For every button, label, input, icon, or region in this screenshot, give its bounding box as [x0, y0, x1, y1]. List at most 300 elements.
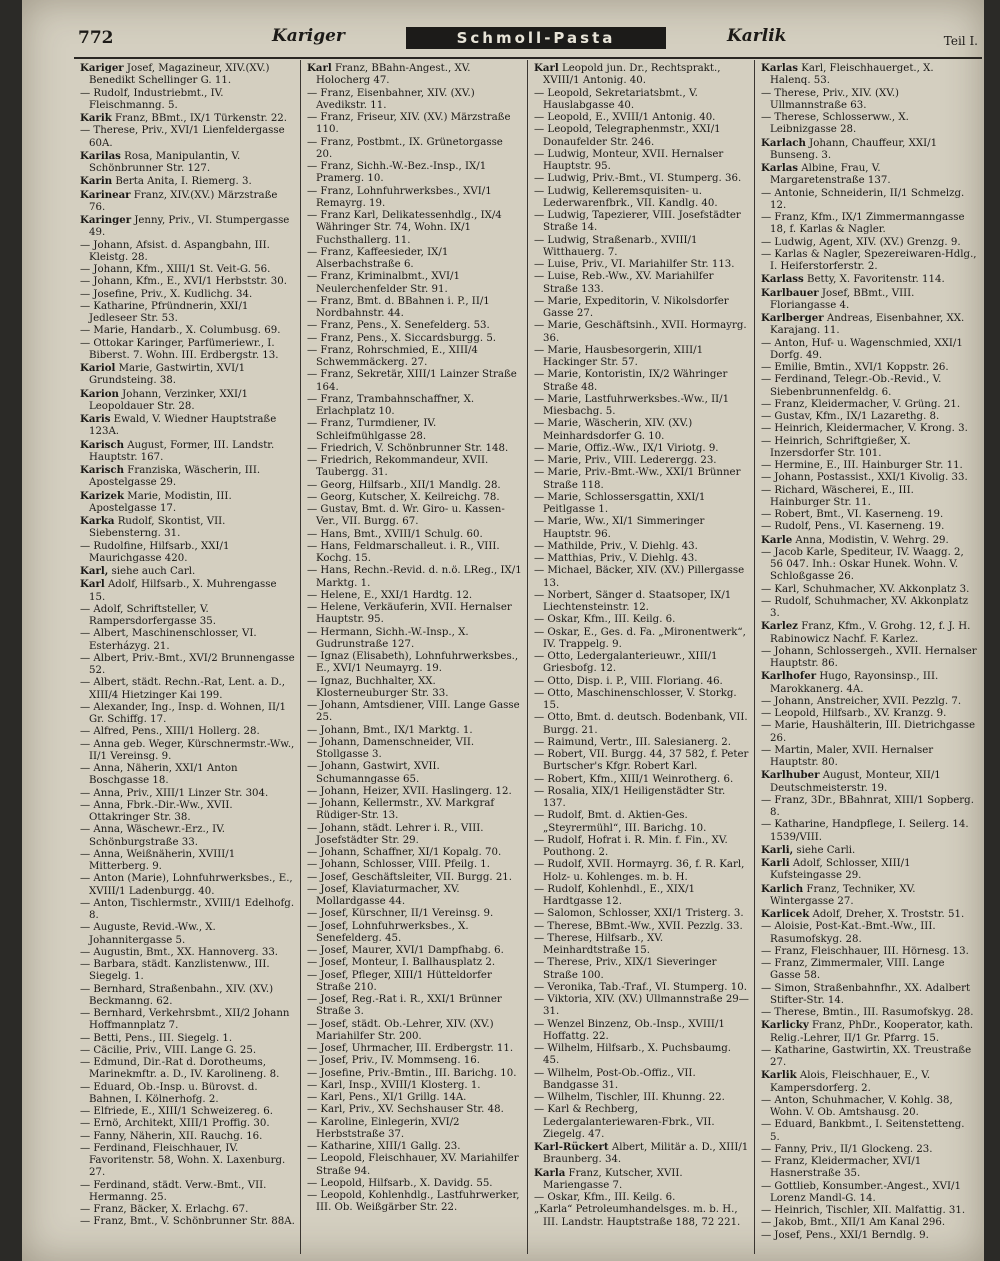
directory-entry	[80, 824, 295, 849]
entry-text: — Robert, VII. Burgg. 44, 37 582, f. Peter Burtscher's Kfgr. Robert Karl.	[534, 749, 749, 773]
entry-text: — Salomon, Schlosser, XXI/1 Tristerg. 3.	[534, 908, 744, 920]
directory-entry	[761, 1144, 977, 1156]
directory-entry	[534, 835, 749, 860]
directory-entry	[307, 565, 522, 590]
entry-text: Karl, Fleischhauerget., X. Halenq. 53.	[770, 63, 934, 87]
page-number: 772	[78, 28, 114, 48]
directory-entry	[307, 492, 522, 504]
directory-entry	[307, 62, 522, 88]
directory-entry	[307, 137, 522, 162]
entry-surname: Karlbauer	[761, 286, 819, 299]
directory-entry	[80, 677, 295, 702]
directory-entry	[80, 898, 295, 923]
entry-text: — Katharine, Gastwirtin, XX. Treustraße 27.	[761, 1044, 972, 1068]
entry-surname: Karisch	[80, 464, 125, 476]
entry-text: Alois, Fleischhauer, E., V. Kampersdorferg. 2.	[770, 1070, 931, 1094]
directory-entry	[80, 62, 295, 88]
directory-entry	[80, 112, 295, 125]
directory-entry	[534, 1019, 749, 1044]
directory-entry	[80, 1118, 295, 1130]
directory-entry	[80, 189, 295, 215]
entry-text: — Johann, Schlosser, VIII. Pfeilg. 1.	[307, 859, 491, 871]
entry-surname: Karilas	[80, 149, 121, 162]
entry-text: — Josef, Geschäftsleiter, VII. Burgg. 21.	[307, 871, 513, 883]
entry-text: Leopold jun. Dr., Rechtsprakt., XVIII/1 Antonig. 40.	[543, 63, 721, 87]
part-label: Teil I.	[943, 34, 978, 48]
entry-text: — Josef, Maurer, XVI/1 Dampfhabg. 6.	[307, 945, 504, 956]
entry-text: — Johann, Postassist., XXI/1 Kivolig. 33.	[761, 472, 968, 484]
directory-entry	[761, 472, 977, 484]
entry-text: Adolf, Hilfsarb., X. Muhrengasse 15.	[89, 579, 277, 603]
entry-text: — Luise, Priv., VI. Mariahilfer Str. 113.	[534, 259, 735, 270]
entry-surname: Karlicky	[761, 1019, 809, 1032]
directory-entry	[761, 423, 977, 435]
entry-text: — Franz, Rohrschmied, E., XIII/4 Schwemmäckerg. 27.	[307, 344, 478, 368]
directory-entry	[80, 947, 295, 959]
directory-entry	[307, 737, 522, 762]
directory-entry	[534, 908, 749, 920]
entry-text: — Mathilde, Priv., V. Diehlg. 43.	[534, 540, 698, 552]
directory-entry	[307, 786, 522, 798]
entry-surname: Karlez	[761, 620, 798, 633]
directory-entry	[307, 418, 522, 443]
directory-entry	[307, 1068, 522, 1080]
directory-entry	[761, 696, 977, 708]
directory-entry	[307, 725, 522, 737]
entry-text: — Katharine, Handpflege, I. Seilerg. 14. 1539/VIII.	[761, 819, 969, 843]
entry-text: Johann, Verzinker, XXI/1 Leopoldauer Str. 28.	[89, 388, 248, 412]
directory-entry	[307, 602, 522, 627]
entry-text: — Anton (Marie), Lohnfuhrwerksbes., E., XVIII/1 Ladenburgg. 40.	[80, 873, 293, 897]
entry-surname: Karinger	[80, 214, 132, 226]
directory-entry	[80, 565, 295, 578]
page-header	[22, 22, 984, 52]
directory-entry	[534, 1092, 749, 1104]
entry-text: — Hans, Feldmarschalleut. i. R., VIII. Kochg. 15.	[307, 540, 500, 564]
directory-entry	[534, 124, 749, 149]
directory-entry	[307, 455, 522, 480]
directory-entry	[761, 844, 977, 857]
directory-entry	[307, 651, 522, 676]
entry-text: — Therese, Priv., XIV. (XV.) Ullmannstraße 63.	[761, 87, 900, 111]
entry-text: — Karl, Priv., XV. Sechshauser Str. 48.	[307, 1104, 504, 1116]
entry-text: — Josef, städt. Ob.-Lehrer, XIV. (XV.) Mariahilfer Str. 200.	[307, 1018, 494, 1042]
directory-entry	[80, 515, 295, 541]
entry-text: — Therese, Priv., XVI/1 Lienfeldergasse 60A.	[80, 125, 285, 149]
entry-text: Albert, Militär a. D., XIII/1 Braunberg. 34.	[543, 1142, 749, 1166]
directory-entry	[307, 1178, 522, 1190]
entry-surname: Karl,	[80, 565, 109, 577]
directory-entry	[307, 247, 522, 272]
entry-text: — Fanny, Näherin, XII. Rauchg. 16.	[80, 1130, 263, 1142]
entry-text: — Franz, Kfm., IX/1 Zimmermanngasse 18, f. Karlas & Nagler.	[761, 212, 965, 236]
entry-text: — Hermann, Sichh.-W.-Insp., X. Gudrunstraße 127.	[307, 626, 469, 650]
entry-text: Rosa, Manipulantin, V. Schönbrunner Str. 127.	[89, 150, 241, 174]
directory-entry	[534, 1192, 749, 1204]
directory-entry	[307, 1104, 522, 1116]
entry-text: — Karl, Schuhmacher, XV. Akkonplatz 3.	[761, 583, 970, 595]
directory-entry	[307, 945, 522, 957]
entry-text: Franziska, Wäscherin, III. Apostelgasse 29.	[89, 465, 261, 489]
directory-entry	[534, 210, 749, 235]
directory-entry	[307, 1117, 522, 1142]
entry-surname: Karlhuber	[761, 769, 820, 782]
directory-entry	[307, 1092, 522, 1104]
directory-entry	[534, 553, 749, 565]
directory-entry	[80, 1057, 295, 1082]
left-running-head: Kariger	[272, 26, 345, 46]
entry-text: — Marie, Hausbesorgerin, XIII/1 Hackinger Str. 57.	[534, 344, 704, 368]
entry-text: Ewald, V. Wiedner Hauptstraße 123A.	[89, 414, 277, 438]
directory-entry	[534, 271, 749, 296]
directory-entry	[307, 88, 522, 113]
directory-entry	[534, 933, 749, 958]
entry-text: — Barbara, städt. Kanzlistenww., III. Siegelg. 1.	[80, 959, 270, 983]
directory-entry	[307, 186, 522, 211]
entry-text: — Johann, Schlossergeh., XVII. Hernalser Hauptstr. 86.	[761, 645, 977, 669]
entry-text: Franz, XIV.(XV.) Märzstraße 76.	[89, 189, 278, 213]
entry-text: — Simon, Straßenbahnfhr., XX. Adalbert Stifter-Str. 14.	[761, 982, 971, 1006]
directory-entry	[80, 1180, 295, 1205]
directory-entry	[761, 1230, 977, 1242]
directory-entry	[80, 653, 295, 678]
entry-text: Albine, Frau, V. Margaretenstraße 137.	[770, 163, 891, 187]
entry-text: — Ferdinand, städt. Verw.-Bmt., VII. Hermanng. 25.	[80, 1179, 267, 1203]
directory-entry	[534, 173, 749, 185]
directory-entry	[761, 720, 977, 745]
entry-text: — Marie, Wäscherin, XIV. (XV.) Meinhardsdorfer G. 10.	[534, 418, 693, 442]
directory-entry	[761, 584, 977, 596]
entry-text: — Josefine, Priv., X. Kudlichg. 34.	[80, 288, 253, 300]
directory-entry	[761, 1007, 977, 1019]
entry-text: — Franz, Eisenbahner, XIV. (XV.) Avedikstr. 11.	[307, 87, 475, 111]
directory-entry	[307, 1080, 522, 1092]
entry-text: „Karla“ Petroleumhandelsges. m. b. H., III. Landstr. Hauptstraße 188, 72 221.	[534, 1204, 741, 1228]
entry-text: — Wilhelm, Post-Ob.-Offiz., VII. Bandgasse 31.	[534, 1067, 696, 1091]
directory-entry	[307, 700, 522, 725]
entry-text: — Johann, Heizer, XVII. Haslingerg. 12.	[307, 785, 512, 797]
entry-surname: Karin	[80, 175, 113, 188]
entry-text: — Ludwig, Priv.-Bmt., VI. Stumperg. 36.	[534, 173, 742, 185]
directory-entry	[80, 464, 295, 490]
directory-entry	[761, 188, 977, 213]
entry-text: — Franz, Bmt., V. Schönbrunner Str. 88A.	[80, 1216, 295, 1228]
directory-entry	[534, 394, 749, 419]
entry-text: — Leopold, Fleischhauer, XV. Mariahilfer Straße 94.	[307, 1153, 519, 1177]
entry-text: Hugo, Rayonsinsp., III. Marokkanerg. 4A.	[770, 671, 939, 695]
entry-text: — Franz, 3Dr., BBahnrat, XIII/1 Sopberg. 8.	[761, 794, 974, 818]
directory-entry	[534, 590, 749, 615]
directory-entry	[80, 1216, 295, 1228]
directory-entry	[80, 150, 295, 176]
entry-text: — Rudolf, Bmt. d. Aktien-Ges. „Steyrermühl“, III. Barichg. 10.	[534, 810, 707, 834]
directory-entry	[761, 708, 977, 720]
entry-text: — Josef, Klaviaturmacher, XV. Mollardgasse 44.	[307, 883, 460, 907]
entry-text: — Rosalia, XIX/1 Heiligenstädter Str. 137.	[534, 785, 726, 809]
directory-entry	[80, 788, 295, 800]
entry-text: — Anton, Tischlermstr., XVIII/1 Edelhofg. 8.	[80, 897, 295, 921]
entry-surname: Karle	[761, 533, 793, 546]
directory-entry	[307, 761, 522, 786]
entry-text: — Ferdinand, Telegr.-Ob.-Revid., V. Siebenbrunnenfeldg. 6.	[761, 374, 942, 398]
directory-entry	[534, 749, 749, 774]
directory-entry	[761, 1019, 977, 1045]
directory-entry	[307, 480, 522, 492]
entry-text: — Franz, Trambahnschaffner, X. Erlachplatz 10.	[307, 393, 475, 417]
directory-entry	[307, 994, 522, 1019]
entry-text: — Johann, Anstreicher, XVII. Pezzlg. 7.	[761, 695, 962, 707]
directory-entry	[80, 849, 295, 874]
directory-entry	[534, 443, 749, 455]
entry-text: — Otto, Bmt. d. deutsch. Bodenbank, VII. Burgg. 21.	[534, 712, 748, 736]
entry-text: — Oskar, E., Ges. d. Fa. „Mironentwerk“, IV. Trappelg. 9.	[534, 626, 746, 650]
entry-surname: Karlas	[761, 62, 799, 74]
directory-entry	[80, 388, 295, 414]
directory-entry	[534, 186, 749, 211]
entry-text: — Wilhelm, Tischler, III. Khunng. 22.	[534, 1092, 725, 1103]
entry-text: — Anton, Huf- u. Wagenschmied, XXI/1 Dorfg. 49.	[761, 337, 963, 361]
entry-text: — Marie, Priv., VIII. Lederergg. 23.	[534, 455, 717, 466]
entry-text: — Marie, Ww., XI/1 Simmeringer Hauptstr. 96.	[534, 516, 705, 540]
entry-text: — Therese, Hilfsarb., XV. Meinhardtstraße 15.	[534, 932, 664, 956]
directory-entry	[761, 946, 977, 958]
directory-entry	[80, 1033, 295, 1045]
directory-entry	[534, 455, 749, 467]
entry-text: — Therese, BBmt.-Ww., XVII. Pezzlg. 33.	[534, 920, 743, 932]
directory-entry	[761, 1181, 977, 1206]
entry-text: — Betti, Pens., III. Siegelg. 1.	[80, 1032, 233, 1044]
directory-entry	[761, 596, 977, 621]
entry-text: — Helene, E., XXI/1 Hardtg. 12.	[307, 589, 473, 601]
entry-text: Marie, Gastwirtin, XVI/1 Grundsteing. 38.	[89, 363, 246, 387]
directory-entry	[307, 1055, 522, 1067]
entry-text: — Eduard, Bankbmt., I. Seitenstetteng. 5.	[761, 1119, 965, 1143]
directory-entry	[80, 301, 295, 326]
entry-text: — Marie, Offiz.-Ww., IX/1 Viriotg. 9.	[534, 442, 719, 454]
directory-entry	[761, 646, 977, 671]
directory-entry	[534, 994, 749, 1019]
directory-entry	[534, 921, 749, 933]
directory-entry	[307, 970, 522, 995]
entry-text: — Wilhelm, Hilfsarb., X. Puchsbaumg. 45.	[534, 1043, 732, 1067]
entry-text: Franz, BBahn-Angest., XV. Holocherg 47.	[316, 63, 471, 87]
entry-text: — Leopold, E., XVIII/1 Antonig. 40.	[534, 112, 716, 123]
entry-text: — Bernhard, Verkehrsbmt., XII/2 Johann Hoffmannplatz 7.	[80, 1008, 290, 1032]
directory-entry	[761, 1095, 977, 1120]
entry-text: — Marie, Kontoristin, IX/2 Währinger Straße 48.	[534, 369, 728, 393]
directory-entry	[534, 112, 749, 124]
entry-text: — Rudolf, Kohlenhdl., E., XIX/1 Hardtgasse 12.	[534, 883, 695, 907]
entry-text: — Johann, Afsist. d. Aspangbahn, III. Kleistg. 28.	[80, 239, 270, 263]
entry-text: Franz, PhDr., Kooperator, kath. Relig.-Lehrer, II/1 Gr. Pfarrg. 15.	[770, 1020, 974, 1044]
directory-entry	[761, 1156, 977, 1181]
directory-entry	[307, 1141, 522, 1153]
directory-entry	[761, 883, 977, 909]
directory-entry	[761, 1205, 977, 1217]
directory-entry	[307, 271, 522, 296]
entry-text: Andreas, Eisenbahner, XX. Karajang. 11.	[770, 313, 965, 337]
entry-text: — Helene, Verkäuferin, XVII. Hernalser Hauptstr. 95.	[307, 602, 512, 626]
entry-text: — Franz, Kriminalbmt., XVI/1 Neulerchenfelder Str. 91.	[307, 271, 460, 295]
entry-text: Franz, Kfm., V. Grohg. 12, f. J. H. Rabinowicz Nachf. F. Karlez.	[770, 621, 971, 645]
entry-surname: Karis	[80, 413, 111, 425]
entry-text: — Franz, Pens., X. Senefelderg. 53.	[307, 320, 490, 332]
entry-surname: Karlas	[761, 162, 799, 174]
directory-entry	[80, 739, 295, 764]
directory-entry	[761, 670, 977, 696]
entry-text: — Rudolf, Industriebmt., IV. Fleischmanng. 5.	[80, 87, 224, 111]
entry-text: — Anna, Fbrk.-Dir.-Ww., XVII. Ottakringer Str. 38.	[80, 799, 233, 823]
directory-entry	[761, 62, 977, 88]
entry-text: — Rudolf, Schuhmacher, XV. Akkonplatz 3.	[761, 595, 969, 619]
directory-entry	[761, 112, 977, 137]
entry-text: — Therese, Bmtin., III. Rasumofskyg. 28.	[761, 1007, 974, 1018]
directory-entry	[307, 627, 522, 652]
entry-text: — Otto, Ledergalanterieuwr., XIII/1 Griesbofg. 12.	[534, 651, 718, 675]
entry-text: — Robert, Kfm., XIII/1 Weinrotherg. 6.	[534, 773, 734, 785]
entry-text: — Ferdinand, Fleischhauer, IV. Favoritenstr. 58, Wohn. X. Laxenburg. 27.	[80, 1142, 286, 1179]
entry-text: — Adolf, Schriftsteller, V. Rampersdorfergasse 35.	[80, 603, 217, 627]
entry-text: — Katharine, Pfründnerin, XXI/1 Jedleseer Str. 53.	[80, 300, 249, 324]
directory-entry	[80, 1045, 295, 1057]
entry-text: — Franz, Friseur, XIV. (XV.) Märzstraße 110.	[307, 112, 511, 136]
directory-entry	[761, 1119, 977, 1144]
directory-entry	[761, 460, 977, 472]
directory-entry	[80, 289, 295, 301]
entry-text: — Jacob Karle, Spediteur, IV. Waagg. 2, 56 047. Inh.: Oskar Hunek. Wohn. V. Schloßgasse 26.	[761, 546, 964, 583]
entry-text: — Rudolf, XVII. Hormayrg. 36, f. R. Karl, Holz- u. Kohlenges. m. b. H.	[534, 859, 745, 883]
directory-entry	[80, 325, 295, 337]
entry-text: Marie, Modistin, III. Apostelgasse 17.	[89, 490, 232, 514]
header-rule	[74, 57, 982, 59]
directory-entry	[80, 175, 295, 188]
entry-text: — Johann, Kfm., XIII/1 St. Veit-G. 56.	[80, 264, 271, 275]
directory-entry	[307, 394, 522, 419]
directory-entry	[80, 1106, 295, 1118]
entry-text: — Gustav, Kfm., IX/1 Lazarethg. 8.	[761, 411, 940, 422]
directory-entry	[761, 362, 977, 374]
entry-text: — Veronika, Tab.-Traf., VI. Stumperg. 10.	[534, 981, 747, 993]
entry-text: — Franz, Kleidermacher, V. Grüng. 21.	[761, 398, 961, 410]
entry-text: — Albert, Priv.-Bmt., XVI/2 Brunnengasse 52.	[80, 652, 295, 676]
entry-text: — Karl & Rechberg, Ledergalanteriewaren-Fbrk., VII. Ziegelg. 47.	[534, 1104, 715, 1140]
entry-text: — Franz, Zimmermaler, VIII. Lange Gasse 58.	[761, 958, 945, 982]
entry-text: — Marie, Geschäftsinh., XVII. Hormayrg. 36.	[534, 320, 747, 344]
entry-text: Josef, BBmt., VIII. Floriangasse 4.	[770, 287, 915, 311]
entry-text: August, Former, III. Landstr. Hauptstr. 167.	[89, 439, 275, 463]
directory-entry	[80, 984, 295, 1009]
directory-entry	[761, 1217, 977, 1229]
entry-text: — Marie, Haushälterin, III. Dietrichgasse 26.	[761, 720, 976, 744]
entry-text: — Franz, Bmt. d. BBahnen i. P., II/1 Nordbahnstr. 44.	[307, 295, 490, 319]
entry-text: — Katharine, XIII/1 Gallg. 23.	[307, 1141, 461, 1152]
entry-text: Betty, X. Favoritenstr. 114.	[803, 274, 945, 286]
directory-entry	[761, 521, 977, 533]
directory-entry	[534, 467, 749, 492]
directory-entry	[80, 338, 295, 363]
entry-text: Adolf, Schlosser, XIII/1 Kufsteingasse 29.	[770, 858, 911, 882]
entry-text: August, Monteur, XII/1 Deutschmeisterstr. 19.	[770, 770, 941, 794]
entry-text: — Ludwig, Monteur, XVII. Hernalser Hauptstr. 95.	[534, 148, 724, 172]
directory-entry	[761, 137, 977, 163]
directory-entry	[534, 957, 749, 982]
entry-surname: Karlich	[761, 882, 804, 895]
entry-text: — Aloisie, Post-Kat.-Bmt.-Ww., III. Rasumofskyg. 28.	[761, 921, 936, 945]
directory-entry	[80, 88, 295, 113]
directory-entry	[307, 345, 522, 370]
entry-surname: Karl-Rückert	[534, 1141, 609, 1153]
entry-text: — Luise, Reb.-Ww., XV. Mariahilfer Straße 133.	[534, 271, 714, 295]
directory-entry	[80, 628, 295, 653]
directory-entry	[534, 884, 749, 909]
entry-text: — Jakob, Bmt., XII/1 Am Kanal 296.	[761, 1217, 946, 1229]
entry-text: — Karl, Insp., XVIII/1 Klosterg. 1.	[307, 1079, 481, 1091]
directory-entry	[761, 819, 977, 844]
directory-entry	[534, 651, 749, 676]
directory-entry	[761, 547, 977, 584]
entry-text: — Anna, Näherin, XXI/1 Anton Boschgasse 18.	[80, 763, 238, 787]
directory-entry	[761, 237, 977, 249]
entry-text: — Leopold, Telegraphenmstr., XXI/1 Donaufelder Str. 246.	[534, 124, 721, 148]
directory-entry	[307, 333, 522, 345]
directory-entry	[307, 161, 522, 186]
directory-entry	[80, 362, 295, 388]
directory-entry	[80, 1008, 295, 1033]
entry-text: — Norbert, Sänger d. Staatsoper, IX/1 Liechtensteinstr. 12.	[534, 589, 732, 613]
entry-text: — Marie, Lastfuhrwerksbes.-Ww., II/1 Miesbachg. 5.	[534, 393, 730, 417]
entry-surname: Karli,	[761, 843, 794, 856]
directory-entry	[761, 162, 977, 188]
directory-entry	[534, 541, 749, 553]
directory-entry	[307, 872, 522, 884]
entry-surname: Kariol	[80, 362, 116, 374]
directory-entry	[761, 908, 977, 921]
entry-text: — Leopold, Kohlenhdlg., Lastfuhrwerker, III. Ob. Weißgärber Str. 22.	[307, 1190, 520, 1214]
directory-entry	[80, 1131, 295, 1143]
directory-entry	[761, 1045, 977, 1070]
directory-entry	[80, 726, 295, 738]
directory-entry	[80, 702, 295, 727]
directory-entry	[534, 1043, 749, 1068]
entry-surname: Karlass	[761, 273, 804, 286]
entry-text: — Josefine, Priv.-Bmtin., III. Barichg. 10.	[307, 1067, 517, 1079]
entry-text: siehe auch Carl.	[108, 566, 196, 577]
column-2	[301, 60, 528, 1254]
directory-entry	[761, 857, 977, 883]
directory-entry	[534, 88, 749, 113]
entry-text: — Karlas & Nagler, Spezereiwaren-Hdlg., I. Heiferstorferstr. 2.	[761, 248, 977, 272]
entry-text: — Marie, Priv.-Bmt.-Ww., XXI/1 Brünner Straße 118.	[534, 467, 741, 491]
directory-entry	[534, 627, 749, 652]
entry-text: — Viktoria, XIV. (XV.) Ullmannstraße 29—31.	[534, 994, 749, 1018]
entry-text: — Gottlieb, Konsumber.-Angest., XVI/1 Lorenz Mandl-G. 14.	[761, 1180, 961, 1204]
entry-text: — Ignaz (Elisabeth), Lohnfuhrwerksbes., E., XVI/1 Neumayrg. 19.	[307, 651, 519, 675]
directory-entry	[534, 982, 749, 994]
directory-entry	[761, 983, 977, 1008]
entry-surname: Karion	[80, 387, 119, 400]
entry-text: — Franz, Pens., X. Siccardsburgg. 5.	[307, 332, 497, 344]
entry-text: — Franz, Kleidermacher, XVI/1 Hasnerstraße 35.	[761, 1156, 922, 1180]
entry-text: — Franz, Kaffeesieder, IX/1 Alserbachstraße 6.	[307, 246, 449, 270]
entry-text: — Ottokar Karinger, Parfümeriewr., I. Biberst. 7. Wohn. III. Erdbergstr. 13.	[80, 337, 279, 361]
directory-entry	[761, 249, 977, 274]
entry-text: — Albert, städt. Rechn.-Rat, Lent. a. D., XIII/4 Hietzinger Kai 199.	[80, 677, 286, 701]
directory-entry	[534, 774, 749, 786]
entry-text: — Josef, Pens., XXI/1 Berndlg. 9.	[761, 1229, 929, 1241]
entry-text: — Otto, Maschinenschlosser, V. Storkg. 15.	[534, 687, 737, 711]
directory-entry	[534, 320, 749, 345]
entry-text: Berta Anita, I. Riemerg. 3.	[112, 176, 252, 188]
